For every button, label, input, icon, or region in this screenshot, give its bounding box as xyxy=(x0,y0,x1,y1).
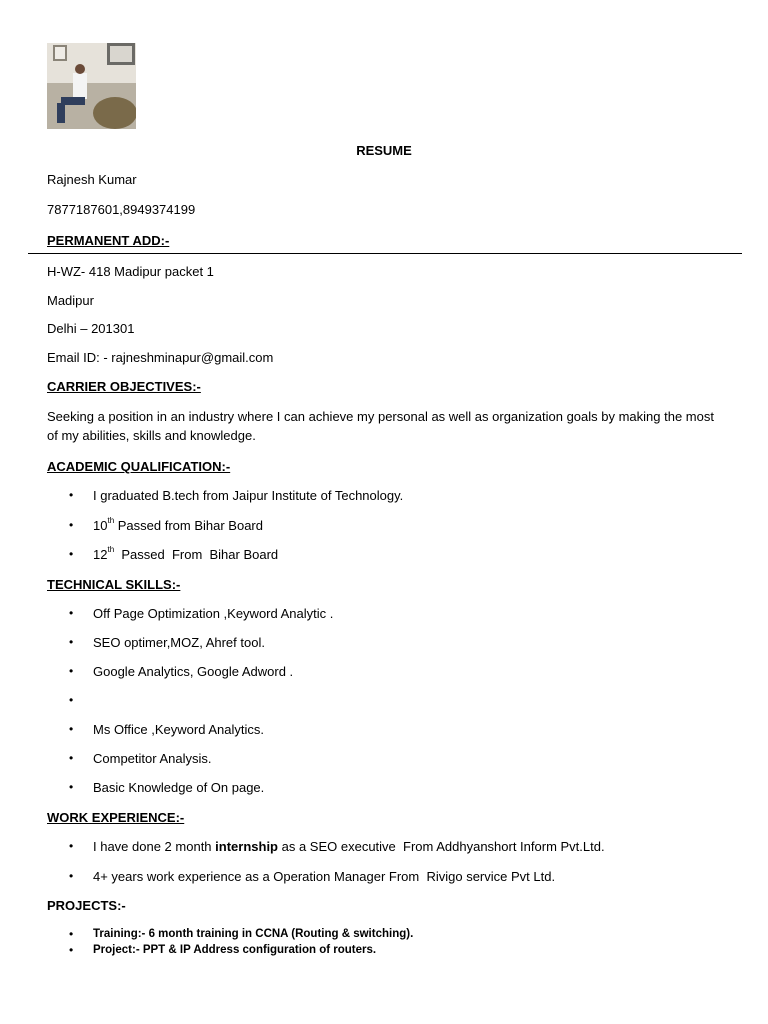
objectives-text: Seeking a position in an industry where I can achieve my personal as well as organization goals by making the most of my abilities, skills and knowledge. xyxy=(47,409,714,443)
work-item-text: I have done 2 month xyxy=(93,839,216,854)
ordinal-suffix: th xyxy=(107,545,115,554)
technical-skills-heading: TECHNICAL SKILLS:- xyxy=(47,577,181,592)
address-line: H-WZ- 418 Madipur packet 1 xyxy=(47,264,214,279)
work-item-emphasis: internship xyxy=(215,839,278,854)
skill-item: SEO optimer,MOZ, Ahref tool. xyxy=(93,635,265,650)
academic-item xyxy=(93,518,263,533)
bullet-icon: • xyxy=(69,780,74,794)
projects-heading: PROJECTS:- xyxy=(47,898,126,913)
phone-numbers: 7877187601,8949374199 xyxy=(47,202,196,217)
academic-item-text: Passed from Bihar Board xyxy=(114,518,263,533)
project-item: Training:- 6 month training in CCNA (Routing & switching). xyxy=(93,928,414,940)
bullet-icon: • xyxy=(69,664,74,678)
grade-number: 10 xyxy=(93,518,108,533)
grade-number: 12 xyxy=(93,547,108,562)
objectives-heading: CARRIER OBJECTIVES:- xyxy=(47,379,201,394)
bullet-icon: • xyxy=(69,606,74,620)
profile-photo xyxy=(47,43,136,129)
address-line: Madipur xyxy=(47,293,94,308)
academic-item-text: Passed From Bihar Board xyxy=(114,547,279,562)
ordinal-suffix: th xyxy=(107,516,115,525)
email-line: Email ID: - rajneshminapur@gmail.com xyxy=(47,350,274,365)
skill-item: Ms Office ,Keyword Analytics. xyxy=(93,722,264,737)
bullet-icon: • xyxy=(69,693,74,707)
work-item-text: as a SEO executive From Addhyanshort Inform Pvt.Ltd. xyxy=(278,839,605,854)
academic-item: I graduated B.tech from Jaipur Institute of Technology. xyxy=(93,488,404,503)
bullet-icon: • xyxy=(69,943,74,957)
work-item: 4+ years work experience as a Operation Manager From Rivigo service Pvt Ltd. xyxy=(93,869,556,884)
academic-heading: ACADEMIC QUALIFICATION:- xyxy=(47,459,231,474)
bullet-icon: • xyxy=(69,635,74,649)
section-divider xyxy=(28,253,742,254)
skill-item: Competitor Analysis. xyxy=(93,751,212,766)
address-line: Delhi – 201301 xyxy=(47,321,135,336)
skill-item: Off Page Optimization ,Keyword Analytic . xyxy=(93,606,334,621)
bullet-icon: • xyxy=(69,488,74,502)
work-item xyxy=(93,839,605,854)
academic-item xyxy=(93,547,278,562)
bullet-icon: • xyxy=(69,927,74,941)
bullet-icon: • xyxy=(69,751,74,765)
bullet-icon: • xyxy=(69,839,74,853)
bullet-icon: • xyxy=(69,518,74,532)
candidate-name: Rajnesh Kumar xyxy=(47,172,137,187)
document-title: RESUME xyxy=(356,143,412,158)
bullet-icon: • xyxy=(69,722,74,736)
permanent-address-heading: PERMANENT ADD:- xyxy=(47,233,170,248)
project-item: Project:- PPT & IP Address configuration of routers. xyxy=(93,944,377,956)
skill-item: Google Analytics, Google Adword . xyxy=(93,664,294,679)
skill-item: Basic Knowledge of On page. xyxy=(93,780,265,795)
bullet-icon: • xyxy=(69,547,74,561)
work-experience-heading: WORK EXPERIENCE:- xyxy=(47,810,185,825)
bullet-icon: • xyxy=(69,869,74,883)
